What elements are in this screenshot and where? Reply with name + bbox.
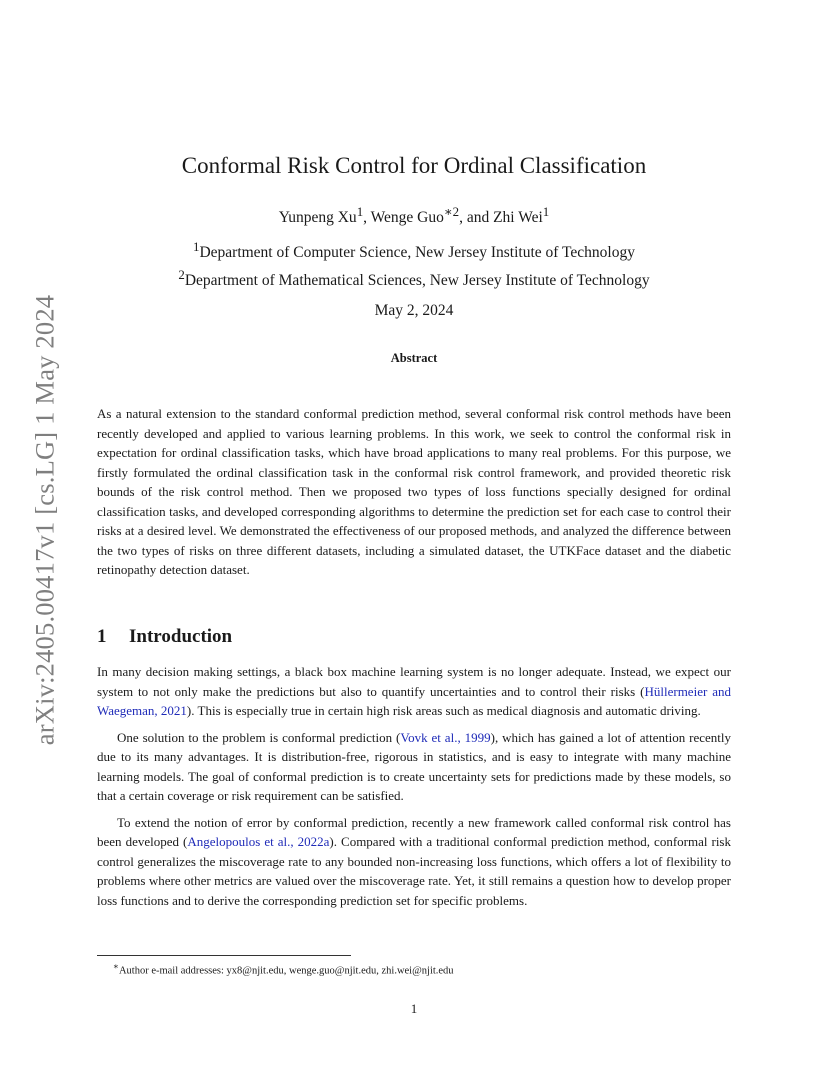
paragraph-text: ). Compared with a traditional conformal prediction method, conformal risk control generalizes the miscoverage rate to any bounded non-increasing loss functions, which offers a lot of flexibility to problems where other metrics are valued over the miscoverage rate. Yet, it still remains a question how to develop proper loss functions and to derive the corresponding prediction set for specific problems. bbox=[97, 834, 731, 908]
affiliations bbox=[0, 236, 828, 292]
footnote-mark: ∗ bbox=[113, 961, 119, 971]
author-name: Wenge Guo bbox=[370, 209, 444, 227]
section-title: Introduction bbox=[129, 626, 233, 647]
paper-date: May 2, 2024 bbox=[374, 302, 454, 319]
paragraph-text: In many decision making settings, a black box machine learning system is no longer adequate. Instead, we expect our system to not only make the predictions but also to quantify uncertainties and to control their risks ( bbox=[97, 664, 731, 699]
author-list bbox=[0, 201, 828, 229]
introduction-body bbox=[97, 662, 731, 917]
author-mark: 1 bbox=[542, 204, 550, 219]
author-mark: 1 bbox=[356, 204, 364, 219]
paragraph-text: ), which has gained a lot of attention recently due to its many advantages. It is distribution-free, rigorous in statistics, and is easy to integrate with many machine learning models. The goal of conformal prediction is to create uncertainty sets for predictions made by these models, so that a certain coverage or risk requirement can be satisfied. bbox=[97, 729, 731, 803]
section-number: 1 bbox=[97, 626, 107, 647]
paragraph-text: One solution to the problem is conformal prediction ( bbox=[117, 729, 401, 745]
footnote-text: Author e-mail addresses: yx8@njit.edu, wenge.guo@njit.edu, zhi.wei@njit.edu bbox=[118, 965, 454, 977]
author-separator: , and bbox=[459, 209, 494, 227]
footnote bbox=[113, 959, 733, 979]
affiliation-mark: 1 bbox=[193, 239, 200, 254]
page-number: 1 bbox=[410, 1001, 418, 1016]
affiliation-mark: 2 bbox=[178, 267, 185, 283]
arxiv-identifier: arXiv:2405.00417v1 [cs.LG] 1 May 2024 bbox=[29, 294, 60, 746]
author-mark: ∗2 bbox=[443, 204, 460, 219]
affiliation-text: Department of Computer Science, New Jersey Institute of Technology bbox=[199, 244, 635, 262]
paragraph bbox=[97, 662, 731, 721]
citation-link[interactable]: Vovk et al., 1999 bbox=[400, 729, 491, 745]
paragraph bbox=[97, 728, 731, 806]
author-name: Zhi Wei bbox=[493, 209, 543, 227]
citation-link[interactable]: Hüllermeier and Waegeman, 2021 bbox=[97, 683, 731, 718]
citation-link[interactable]: Angelopoulos et al., 2022a bbox=[187, 834, 330, 849]
abstract-text: As a natural extension to the standard conformal prediction method, several conformal risk control methods have been recently developed and applied to various learning problems. In this work, we seek to control the conformal risk in expectation for ordinal classification tasks, which have broad applications to many real problems. For this purpose, we firstly formulated the ordinal classification task in the conformal risk control framework, and provided theoretic risk bounds of the risk control method. Then we proposed two types of loss functions specially designed for ordinal classification tasks, and developed corresponding algorithms to determine the prediction set for each case to control their risks at a desired level. We demonstrated the effectiveness of our proposed methods, and analyzed the difference between the two types of risks on three different datasets, including a simulated dataset, the UTKFace dataset and the diabetic retinopathy detection dataset. bbox=[97, 406, 731, 577]
paper-title: Conformal Risk Control for Ordinal Classification bbox=[181, 153, 647, 178]
author-separator: , bbox=[363, 209, 371, 227]
affiliation bbox=[0, 264, 828, 292]
footnote-rule bbox=[97, 955, 351, 956]
paragraph-text: To extend the notion of error by conformal prediction, recently a new framework called conformal risk control has been developed ( bbox=[97, 814, 731, 849]
affiliation bbox=[0, 236, 828, 264]
affiliation-text: Department of Mathematical Sciences, New Jersey Institute of Technology bbox=[184, 272, 650, 290]
author-name: Yunpeng Xu bbox=[278, 209, 357, 227]
abstract-heading: Abstract bbox=[390, 351, 438, 365]
section-heading bbox=[97, 624, 232, 650]
paragraph bbox=[97, 813, 731, 911]
paragraph-text: ). This is especially true in certain high risk areas such as medical diagnosis and automatic driving. bbox=[186, 703, 701, 718]
